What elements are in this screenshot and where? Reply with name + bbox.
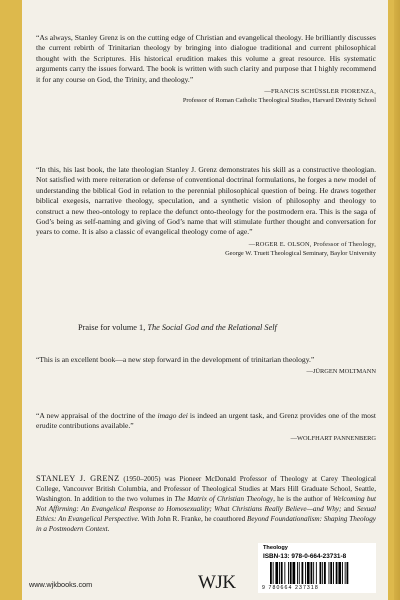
cover-edge	[394, 0, 400, 600]
bio-book-title: Welcoming but Not Affirming: An Evangelical Response to Homosexuality; What Christians Really Believe—and Why;	[36, 494, 376, 513]
author-bio	[36, 474, 376, 534]
barcode-number: 9 780664 237318	[262, 585, 319, 591]
quote-text	[36, 411, 376, 432]
endorser-title: Professor of Roman Catholic Theological Studies, Harvard Divinity School	[182, 97, 376, 105]
praise-prefix: Praise for volume 1,	[78, 323, 148, 332]
barcode-image	[270, 562, 370, 586]
endorser-name: —FRANCIS SCHÜSSLER FIORENZA,	[264, 88, 376, 96]
quote-moltmann	[36, 355, 376, 376]
bio-text: and	[341, 504, 357, 513]
quote-text-part: is indeed an urgent task, and Grenz provides one of the most erudite contributions available.”	[36, 411, 376, 431]
bio-text: , he is the author of	[273, 494, 333, 503]
subject-category: Theology	[263, 545, 288, 551]
endorsement-attribution	[36, 240, 376, 258]
bio-book-title: The Matrix of Christian Theology	[174, 494, 274, 503]
endorsement-olson	[36, 165, 376, 258]
bio-text: (1950–2005) was Pioneer McDonald Professor of Theology at Carey Theological College, Vancouver British Columbia, and Professor of Theological Studies at Mars Hill Graduate School, Seattle, Washington. In addition to the two volumes in	[36, 475, 377, 503]
author-name: STANLEY J. GRENZ	[36, 474, 120, 483]
quote-text-part: “A new appraisal of the doctrine of the	[36, 411, 158, 420]
endorsement-fiorenza	[36, 33, 376, 105]
publisher-website: www.wjkbooks.com	[29, 580, 93, 589]
quote-text-italic: imago dei	[157, 411, 188, 420]
endorsement-text: “As always, Stanley Grenz is on the cutting edge of Christian and evangelical theology. He brilliantly discusses the current rebirth of Trinitarian theology by bringing into dialogue traditional and current philosophical thought with the Scriptures. His historical erudition makes this volume a great resource. His systematic arguments carry the issues forward. The book is written with such clarity and purpose that I highly recommend it for any course on God, the Trinity, and theology.”	[36, 33, 376, 84]
praise-heading	[78, 323, 378, 332]
bio-book-title: Sexual Ethics: An Evangelical Perspective.	[36, 504, 376, 523]
quote-pannenberg	[36, 411, 376, 443]
endorsement-attribution	[36, 87, 376, 105]
quote-attribution: —WOLFHART PANNENBERG	[290, 434, 376, 442]
publisher-logo: WJK	[198, 572, 236, 593]
quote-text: “This is an excellent book—a new step forward in the development of trinitarian theology.”	[36, 355, 315, 364]
bio-book-title: Beyond Foundationalism: Shaping Theology in a Postmodern Context.	[36, 514, 376, 533]
praise-volume-title: The Social God and the Relational Self	[147, 323, 277, 332]
isbn-text: ISBN-13: 978-0-664-23731-8	[263, 553, 347, 560]
bio-text: With John R. Franke, he coauthored	[139, 514, 248, 523]
quote-attribution: —JÜRGEN MOLTMANN	[306, 368, 376, 376]
barcode-label	[258, 543, 376, 593]
endorser-name: —ROGER E. OLSON, Professor of Theology,	[248, 240, 376, 248]
endorsement-text: “In this, his last book, the late theologian Stanley J. Grenz demonstrates his skill as a constructive theologian. Not satisfied with mere reiteration or defense of conventional doctrinal formulations, he forges a new model of understanding the biblical God in relation to the perennial philosophical question of being. He draws together biblical exegesis, narrative theology, speculation, and a synthetic vision of philosophy and theology to construct a new theo-ontology to replace the defunct onto-theology for the postmodern era. This is the saga of God’s being as self-naming and giving of God’s name that will stimulate further thought and conversation for years to come. It is also a classic of evangelical theology come of age.”	[36, 165, 376, 237]
endorser-title: George W. Truett Theological Seminary, Baylor University	[225, 249, 376, 257]
